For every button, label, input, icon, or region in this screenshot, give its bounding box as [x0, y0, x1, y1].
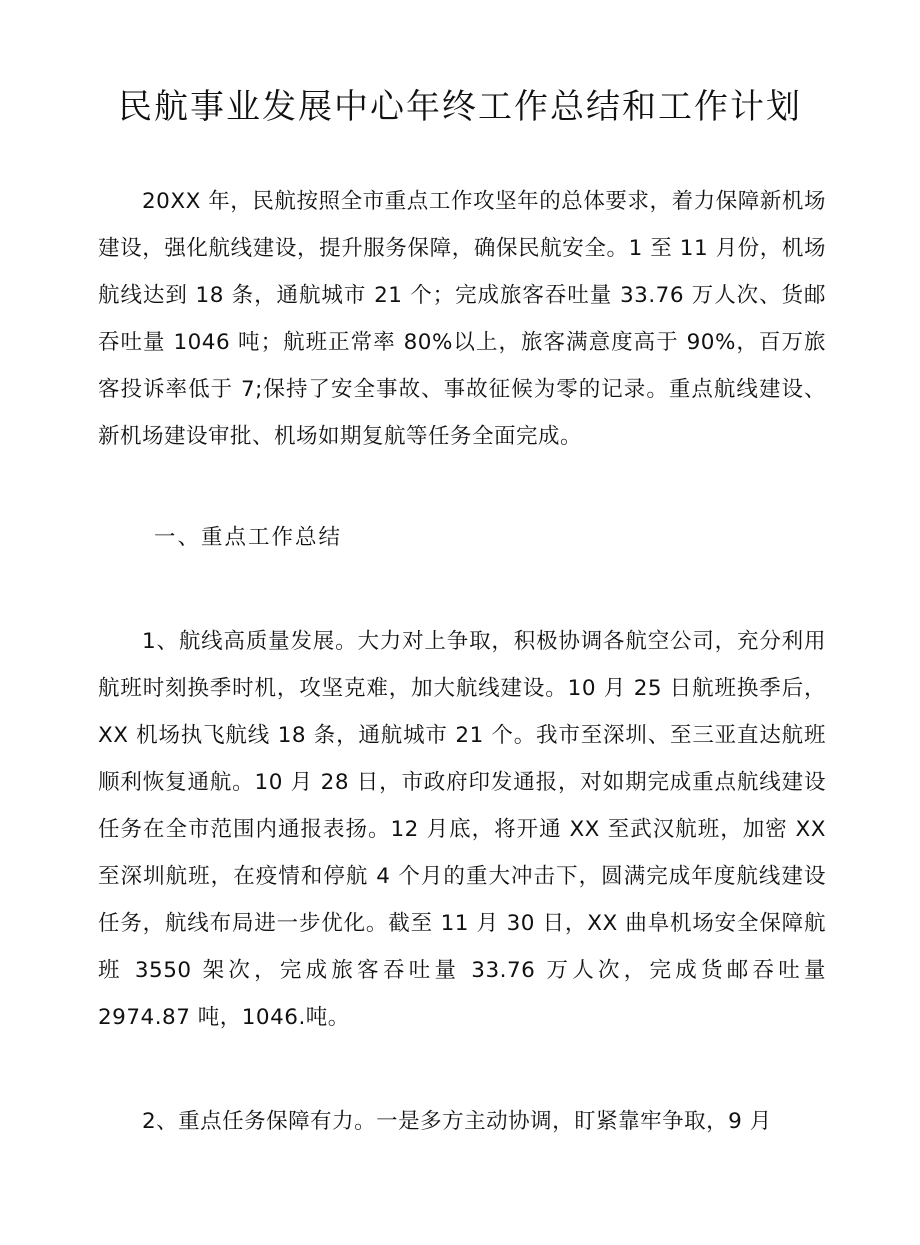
route-development-paragraph: 1、航线高质量发展。大力对上争取，积极协调各航空公司，充分利用航班时刻换季时机，攻坚克难，加大航线建设。10 月 25 日航班换季后，XX 机场执飞航线 18 条，通航城市 21 个。我市至深圳、至三亚直达航班顺利恢复通航。10 月 28 日，市政府印发通报，对如期完成重点航线建设任务在全市范围内通报表扬。12 月底，将开通 XX 至武汉航班，加密 XX 至深圳航班，在疫情和停航 4 个月的重大冲击下，圆满完成年度航线建设任务，航线布局进一步优化。截至 11 月 30 日，XX 曲阜机场安全保障航班 3550 架次，完成旅客吞吐量 33.76 万人次，完成货邮吞吐量 2974.87 吨，1046.吨。: [98, 629, 826, 1030]
key-task-paragraph: 2、重点任务保障有力。一是多方主动协调，盯紧靠牢争取，9 月: [142, 1109, 772, 1134]
section-heading: 一、重点工作总结: [154, 525, 343, 550]
intro-paragraph: 20XX 年，民航按照全市重点工作攻坚年的总体要求，着力保障新机场建设，强化航线建设，提升服务保障，确保民航安全。1 至 11 月份，机场航线达到 18 条，通航城市 21 个；完成旅客吞吐量 33.76 万人次、货邮吞吐量 1046 吨；航班正常率 80%以上，旅客满意度高于 90%，百万旅客投诉率低于 7;保持了安全事故、事故征候为零的记录。重点航线建设、新机场建设审批、机场如期复航等任务全面完成。: [98, 189, 826, 449]
document-title: 民航事业发展中心年终工作总结和工作计划: [118, 87, 802, 127]
